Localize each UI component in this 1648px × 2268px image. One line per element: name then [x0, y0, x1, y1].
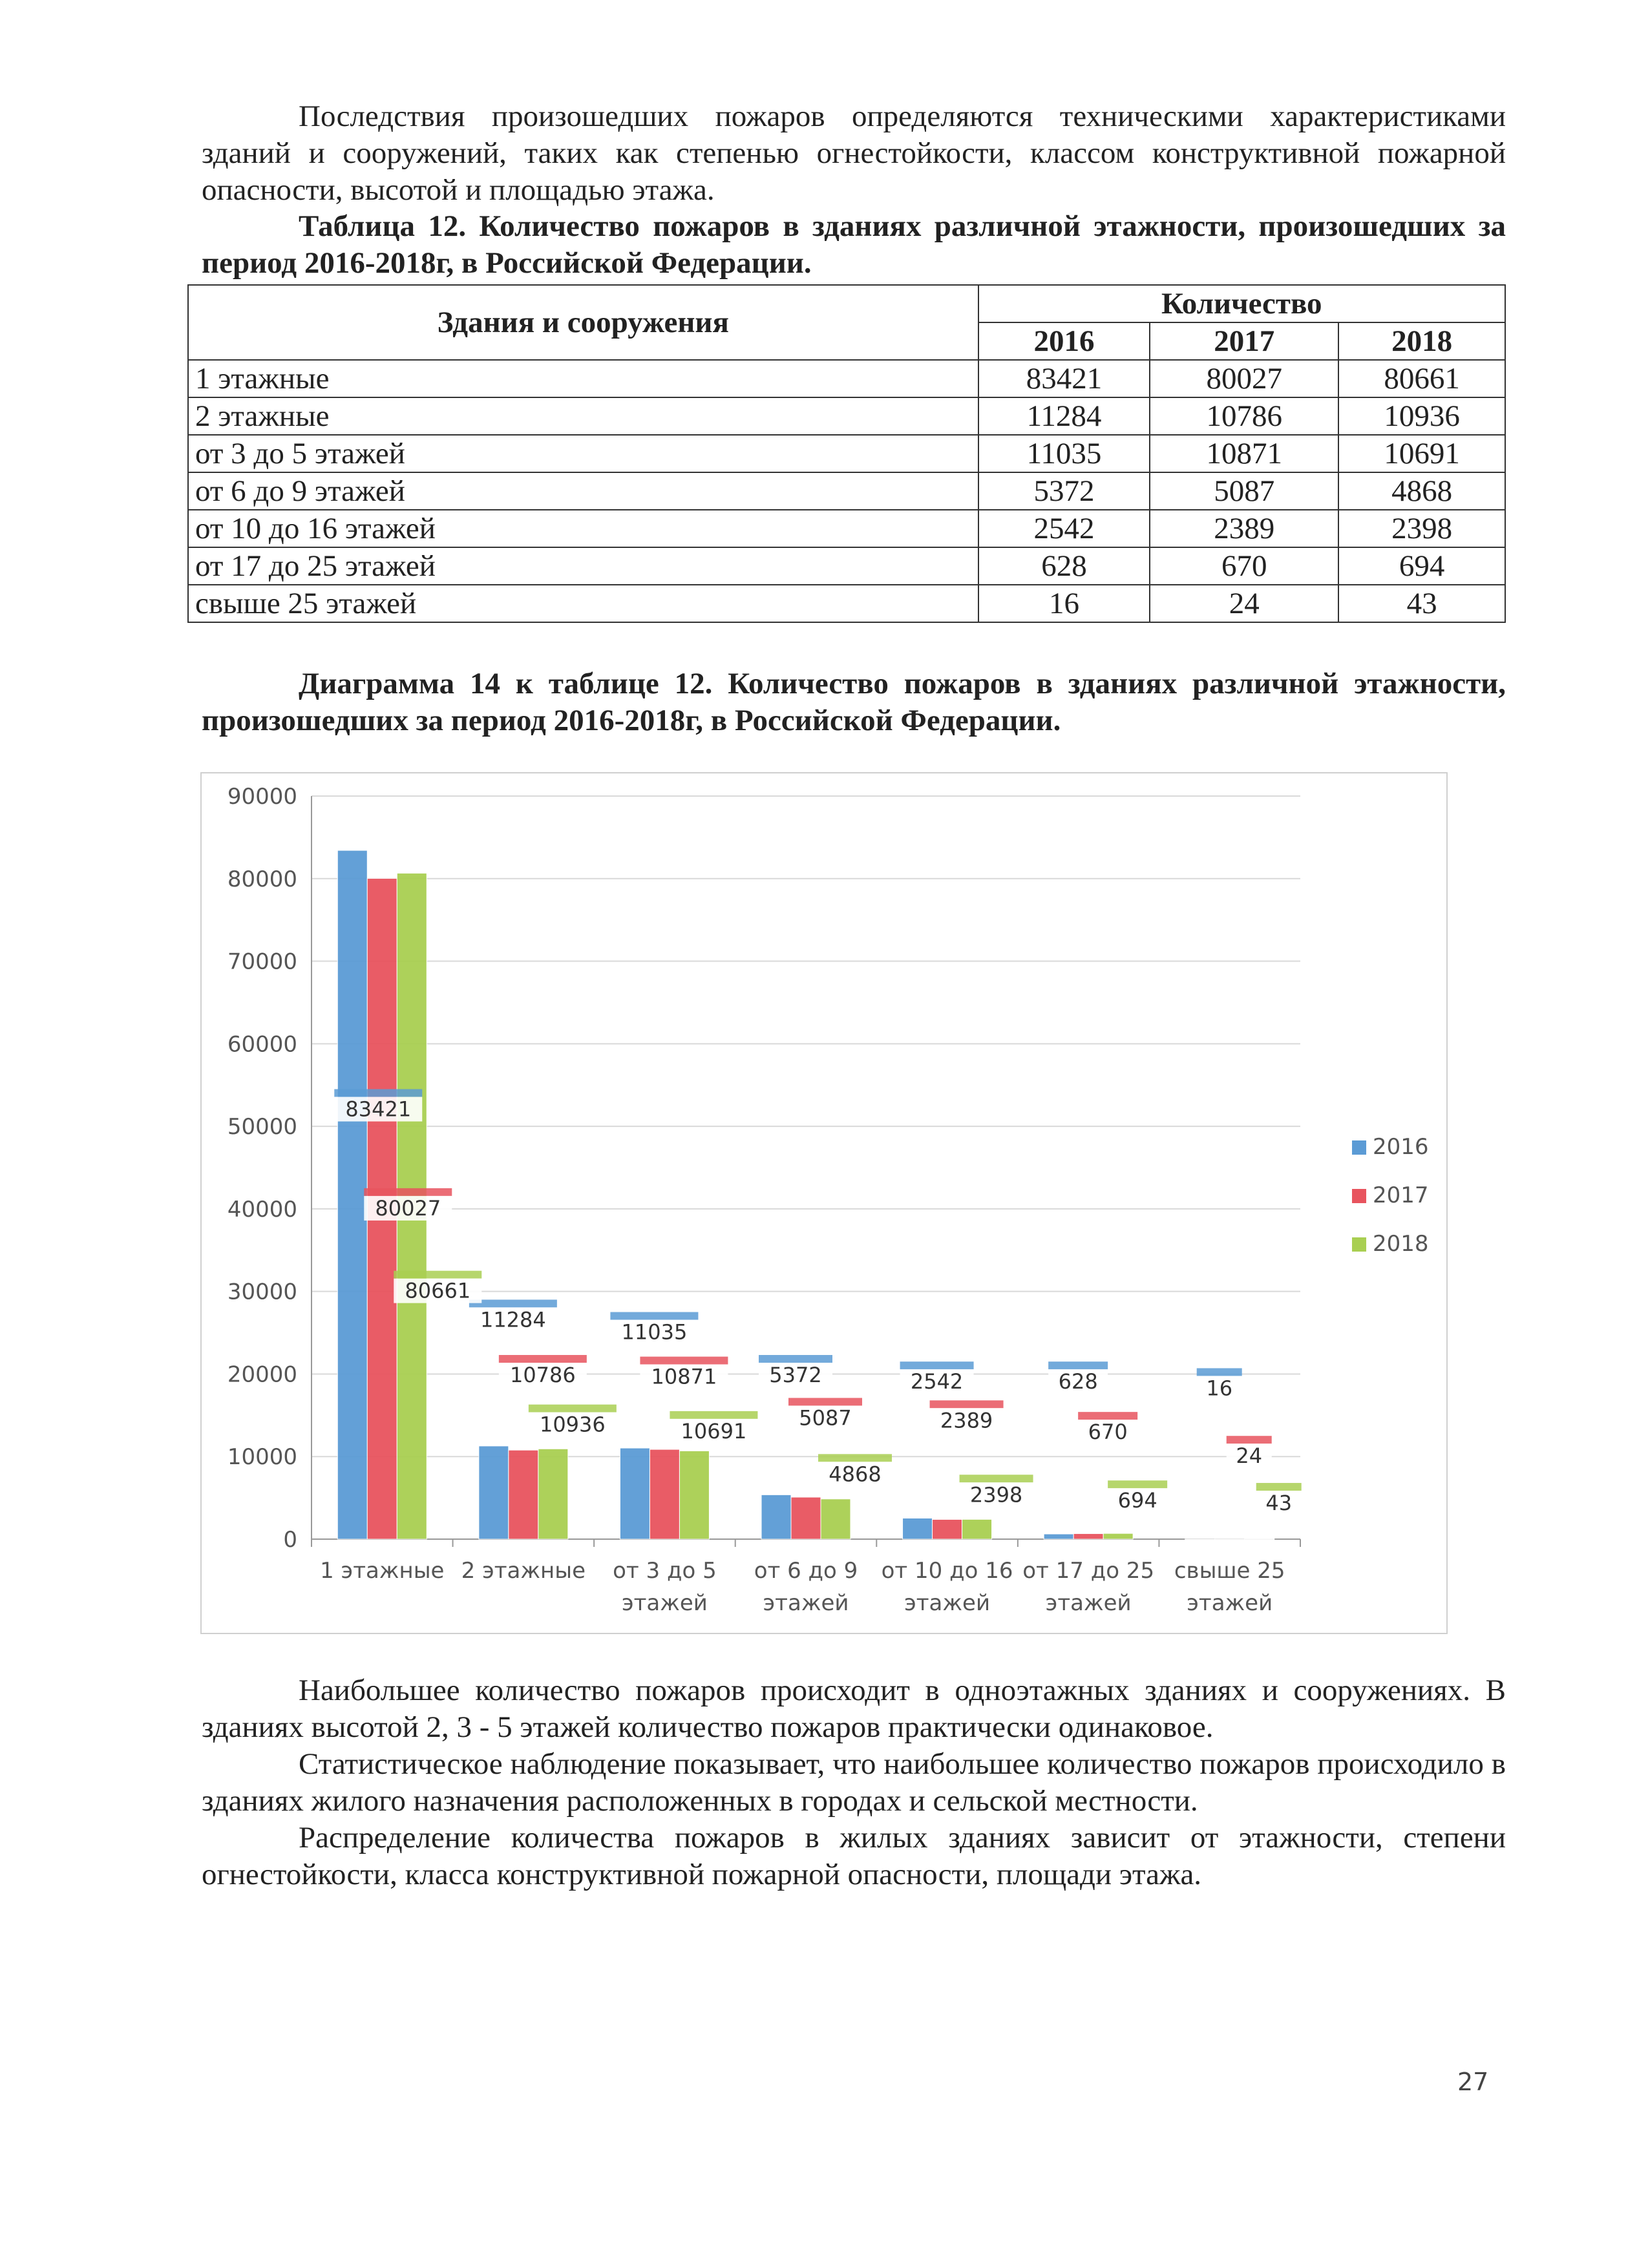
bar: [1103, 1533, 1133, 1539]
bar: [933, 1519, 962, 1539]
row-value: 11035: [978, 435, 1150, 472]
data-label-marker: [930, 1400, 1004, 1408]
x-tick-label: от 3 до 5: [613, 1558, 717, 1584]
legend-entry: 2016: [1373, 1134, 1429, 1160]
data-label-marker: [900, 1361, 974, 1369]
row-value: 80661: [1338, 360, 1505, 397]
row-value: 5372: [978, 472, 1150, 510]
data-label: 11035: [621, 1319, 688, 1345]
table-header-row: [188, 285, 1505, 322]
data-label-marker: [759, 1355, 832, 1363]
fires-table: [187, 284, 1506, 623]
row-value: 4868: [1338, 472, 1505, 510]
y-tick-label: 10000: [227, 1444, 297, 1471]
data-label-marker: [1197, 1368, 1242, 1376]
data-label-marker: [640, 1357, 728, 1365]
data-label: 10871: [651, 1364, 717, 1389]
bar: [1073, 1533, 1103, 1539]
data-label: 5372: [769, 1363, 822, 1387]
data-label-marker: [960, 1475, 1033, 1482]
bar: [538, 1449, 568, 1539]
legend-swatch: [1352, 1140, 1366, 1155]
row-value: 10691: [1338, 435, 1505, 472]
bar: [1215, 1539, 1245, 1540]
x-tick-label: от 10 до 16: [881, 1558, 1013, 1584]
bar: [679, 1451, 709, 1539]
data-label-marker: [1256, 1483, 1302, 1491]
table-row: [188, 397, 1505, 435]
intro-paragraph: Последствия произошедших пожаров определяются техническими характеристиками зданий и сооружений, таких как степенью огнестойкости, классом конструктивной пожарной опасности, высотой и площадью этажа.: [202, 100, 1506, 207]
data-label: 43: [1265, 1491, 1293, 1516]
legend-entry: 2017: [1373, 1182, 1429, 1208]
y-tick-label: 80000: [227, 866, 297, 892]
legend-swatch: [1352, 1189, 1366, 1203]
row-value: 16: [978, 585, 1150, 622]
y-tick-label: 0: [283, 1527, 297, 1553]
legend-swatch: [1352, 1237, 1366, 1252]
row-value: 24: [1150, 585, 1338, 622]
data-label: 2542: [910, 1369, 964, 1394]
data-label: 80027: [375, 1195, 441, 1221]
header-year: 2018: [1338, 322, 1505, 360]
data-label: 10936: [539, 1412, 606, 1437]
conclusion-paragraph: Статистическое наблюдение показывает, что наибольшее количество пожаров происходило в зданиях жилого назначения расположенных в городах и сельской местности.: [202, 1747, 1506, 1818]
data-label: 83421: [345, 1097, 412, 1122]
row-value: 80027: [1150, 360, 1338, 397]
table-row: [188, 547, 1505, 585]
data-label: 5087: [799, 1405, 852, 1431]
data-label: 80661: [405, 1278, 471, 1303]
data-label-marker: [1227, 1436, 1272, 1444]
data-label-marker: [670, 1411, 757, 1419]
conclusion-paragraph: Распределение количества пожаров в жилых зданиях зависит от этажности, степени огнестойкости, класса конструктивной пожарной опасности, площади этажа.: [202, 1821, 1506, 1891]
row-label: 1 этажные: [188, 360, 978, 397]
x-tick-label: этажей: [904, 1590, 991, 1616]
y-tick-label: 40000: [227, 1196, 297, 1223]
header-buildings: Здания и сооружения: [188, 285, 978, 360]
bar: [903, 1518, 933, 1539]
data-label: 24: [1236, 1444, 1263, 1469]
data-label: 628: [1058, 1369, 1098, 1394]
x-tick-label: этажей: [621, 1590, 708, 1616]
conclusion-paragraph: Наибольшее количество пожаров происходит в одноэтажных зданиях и сооружениях. В зданиях высотой 2, 3 - 5 этажей количество пожаров практически одинаковое.: [202, 1674, 1506, 1744]
legend-entry: 2018: [1373, 1231, 1429, 1257]
bar: [791, 1497, 821, 1539]
bar: [479, 1446, 509, 1539]
y-tick-label: 20000: [227, 1361, 297, 1388]
bar: [620, 1448, 650, 1539]
data-label-marker: [469, 1299, 557, 1307]
x-tick-label: 2 этажные: [461, 1558, 586, 1584]
data-label: 10786: [509, 1363, 576, 1387]
data-label: 10691: [681, 1418, 747, 1444]
x-tick-label: от 17 до 25: [1022, 1558, 1155, 1584]
row-value: 694: [1338, 547, 1505, 585]
row-label: свыше 25 этажей: [188, 585, 978, 622]
x-tick-label: от 6 до 9: [754, 1558, 858, 1584]
data-label-marker: [610, 1312, 698, 1320]
page-number: 27: [1457, 2068, 1489, 2096]
data-label-marker: [788, 1398, 862, 1405]
table-row: [188, 472, 1505, 510]
table-row: [188, 510, 1505, 547]
data-label: 670: [1088, 1420, 1128, 1445]
data-label-marker: [818, 1454, 892, 1462]
data-label-marker: [499, 1355, 587, 1363]
row-label: от 10 до 16 этажей: [188, 510, 978, 547]
data-label-marker: [1048, 1361, 1108, 1369]
conclusion: [202, 1672, 1506, 1893]
bar: [761, 1495, 791, 1539]
data-label-marker: [364, 1188, 452, 1196]
bar: [1185, 1539, 1215, 1540]
row-label: от 6 до 9 этажей: [188, 472, 978, 510]
row-label: 2 этажные: [188, 397, 978, 435]
row-value: 11284: [978, 397, 1150, 435]
data-label: 2389: [940, 1408, 993, 1433]
bar: [650, 1449, 679, 1539]
data-label-marker: [529, 1405, 617, 1412]
data-label: 4868: [829, 1462, 882, 1487]
x-tick-label: этажей: [1045, 1590, 1132, 1616]
data-label: 16: [1206, 1376, 1233, 1401]
bar: [1245, 1538, 1274, 1539]
row-value: 670: [1150, 547, 1338, 585]
table-caption: Таблица 12. Количество пожаров в зданиях различной этажности, произошедших за период 2016-2018г, в Российской Федерации.: [202, 209, 1506, 280]
row-value: 2398: [1338, 510, 1505, 547]
table-row: [188, 585, 1505, 622]
row-value: 628: [978, 547, 1150, 585]
header-count: Количество: [978, 285, 1505, 322]
bar: [1044, 1534, 1073, 1539]
y-tick-label: 30000: [227, 1279, 297, 1305]
row-value: 10871: [1150, 435, 1338, 472]
data-label-marker: [334, 1089, 422, 1097]
bar: [337, 850, 367, 1539]
bar: [821, 1499, 850, 1539]
table-row: [188, 435, 1505, 472]
row-label: от 17 до 25 этажей: [188, 547, 978, 585]
header-year: 2016: [978, 322, 1150, 360]
data-label: 694: [1117, 1488, 1157, 1513]
row-value: 10936: [1338, 397, 1505, 435]
row-label: от 3 до 5 этажей: [188, 435, 978, 472]
data-label-marker: [394, 1271, 481, 1279]
diagram-caption: Диаграмма 14 к таблице 12. Количество пожаров в зданиях различной этажности, произошедших за период 2016-2018г, в Российской Федерации.: [202, 667, 1506, 737]
data-label-marker: [1108, 1480, 1167, 1488]
y-tick-label: 60000: [227, 1031, 297, 1058]
y-tick-label: 70000: [227, 949, 297, 975]
x-tick-label: 1 этажные: [320, 1558, 445, 1584]
data-label: 11284: [480, 1307, 546, 1332]
x-tick-label: этажей: [763, 1590, 849, 1616]
row-value: 5087: [1150, 472, 1338, 510]
data-label-marker: [1078, 1412, 1137, 1420]
row-value: 2389: [1150, 510, 1338, 547]
row-value: 10786: [1150, 397, 1338, 435]
bar-chart: [202, 773, 1446, 1633]
x-tick-label: свыше 25: [1174, 1558, 1285, 1584]
bar: [509, 1450, 538, 1539]
data-label: 2398: [969, 1482, 1023, 1507]
y-tick-label: 90000: [227, 784, 297, 810]
chart-frame: [200, 772, 1448, 1634]
table-row: [188, 360, 1505, 397]
y-tick-label: 50000: [227, 1114, 297, 1140]
row-value: 83421: [978, 360, 1150, 397]
row-value: 43: [1338, 585, 1505, 622]
header-year: 2017: [1150, 322, 1338, 360]
x-tick-label: этажей: [1187, 1590, 1273, 1616]
row-value: 2542: [978, 510, 1150, 547]
bar: [962, 1519, 992, 1539]
